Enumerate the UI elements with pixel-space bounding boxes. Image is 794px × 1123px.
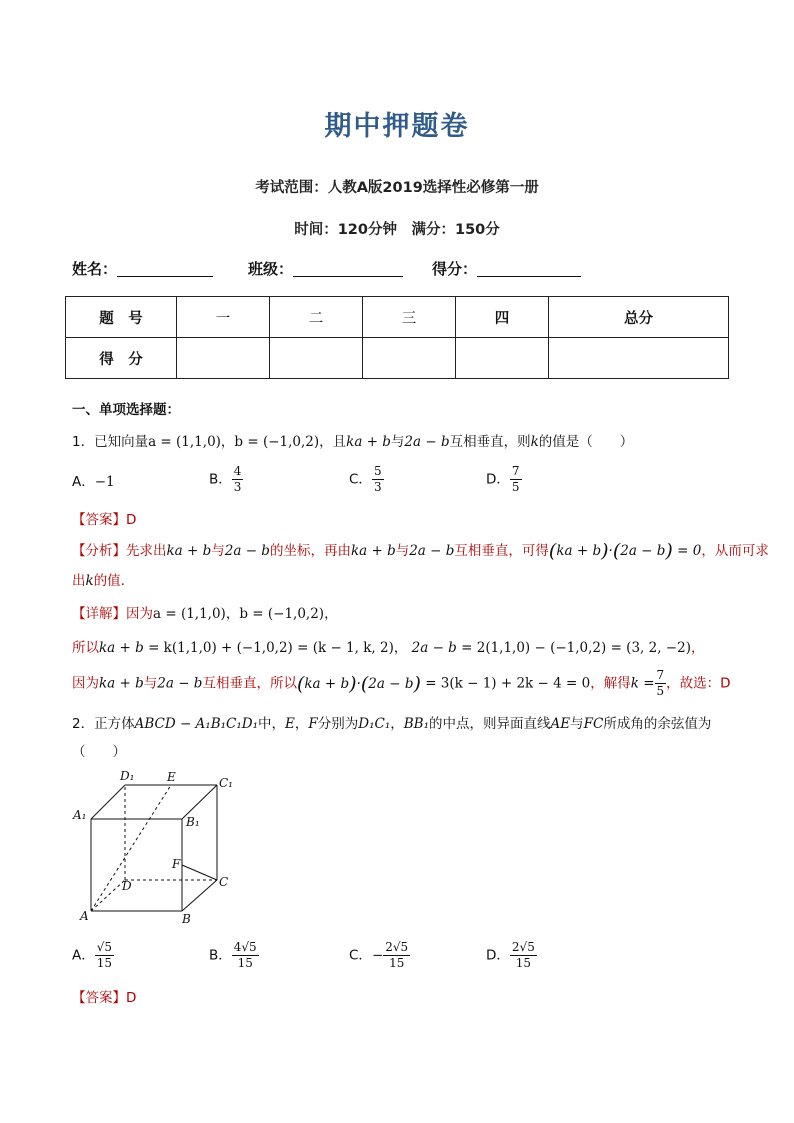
detail-variable: k = xyxy=(630,675,655,692)
q1-answer: 【答案】D xyxy=(72,512,137,528)
class-blank[interactable] xyxy=(293,262,403,277)
fraction-denominator: 3 xyxy=(373,480,382,494)
detail-text: ，解得 xyxy=(590,675,631,692)
detail-text: 互相垂直，所以 xyxy=(202,675,297,692)
option-value: −1 xyxy=(94,474,115,490)
score-table-header: 题 号 xyxy=(66,297,177,338)
q2-answer: 【答案】D xyxy=(72,990,137,1006)
q2-text: 与 xyxy=(570,716,584,732)
label-B1: B₁ xyxy=(186,815,200,829)
q1-vector-a: a = (1,1,0) xyxy=(148,434,221,450)
label-D1: D₁ xyxy=(120,769,135,783)
q1-vector-b: b = (−1,0,2) xyxy=(234,434,320,450)
q2-text: 的中点，则异面直线 xyxy=(429,716,551,732)
analysis-text: 出 xyxy=(72,573,86,589)
option-label: B． xyxy=(209,471,232,488)
q2-text: 所成角的余弦值为 xyxy=(603,716,712,732)
q1-option-c[interactable] xyxy=(349,464,384,495)
score-row-label: 得 分 xyxy=(66,338,177,379)
q2-options xyxy=(72,940,772,976)
q1-detail: 【详解】因为a = (1,1,0)，b = (−1,0,2)， xyxy=(72,606,338,622)
fraction-numerator: √5 xyxy=(96,940,113,954)
page-title: 期中押题卷 xyxy=(324,111,470,142)
q1-option-a[interactable] xyxy=(72,470,115,490)
q2-option-c[interactable] xyxy=(349,940,410,971)
q1-analysis: 【分析】先求出ka + b与2a − b的坐标，再由ka + b与2a − b互相垂直，可得(ka + b)·(2a − b) = 0，从而可求 xyxy=(72,540,769,562)
edge-B1C1 xyxy=(182,785,217,819)
option-label: D． xyxy=(486,947,510,964)
label-B: B xyxy=(182,912,191,926)
label-E: E xyxy=(167,770,176,784)
q1-option-b[interactable] xyxy=(209,464,243,495)
option-label: A． xyxy=(72,947,95,964)
q2-option-d[interactable] xyxy=(486,940,537,971)
name-label: 姓名： xyxy=(72,260,118,278)
analysis-text: 互相垂直，可得 xyxy=(454,543,549,559)
fraction-denominator: 15 xyxy=(237,956,253,970)
detail-tag: 【详解】 xyxy=(72,606,126,622)
label-D: D xyxy=(122,879,132,893)
edge-BC xyxy=(182,880,217,911)
question-1-stem: 1．已知向量a = (1,1,0)，b = (−1,0,2)，且ka + b与2a − b互相垂直，则k的值是（ ） xyxy=(72,434,634,450)
score-cell[interactable] xyxy=(177,338,270,379)
q1-vector-a: a = (1,1,0) xyxy=(153,606,226,622)
label-C1: C₁ xyxy=(219,776,233,790)
score-table-header: 总分 xyxy=(549,297,729,338)
score-cell[interactable] xyxy=(549,338,729,379)
q2-option-a[interactable] xyxy=(72,940,114,971)
fraction-numerator: 5 xyxy=(373,464,382,478)
analysis-text: 的坐标，再由 xyxy=(269,543,351,559)
score-blank[interactable] xyxy=(477,262,581,277)
label-F: F xyxy=(172,857,181,871)
option-label: C． xyxy=(349,947,372,964)
edge-A1D1 xyxy=(91,785,125,819)
q2-text: 分别为 xyxy=(317,716,359,732)
fraction-numerator: 4 xyxy=(233,464,242,478)
detail-text: 因为 xyxy=(126,606,153,622)
score-label: 得分： xyxy=(432,260,478,278)
q1-text: 的值是（ ） xyxy=(538,434,634,450)
q1-detail-line3: 因为ka + b与2a − b互相垂直，所以(ka + b)·(2a − b) = 3(k − 1) + 2k − 4 = 0，解得k = $\frac{7}{5}$ ，故选：D xyxy=(72,668,731,698)
label-A: A xyxy=(80,909,89,923)
q2-paren: （ ） xyxy=(72,744,126,760)
name-blank[interactable] xyxy=(117,262,213,277)
analysis-tag: 【分析】 xyxy=(72,543,126,559)
section-title: 一、单项选择题： xyxy=(72,402,180,418)
analysis-text: 与 xyxy=(211,543,225,559)
class-label: 班级： xyxy=(248,260,294,278)
score-cell[interactable] xyxy=(270,338,363,379)
q2-option-b[interactable] xyxy=(209,940,259,971)
fraction-numerator: 7 xyxy=(656,668,665,682)
q1-text: 互相垂直，则 xyxy=(449,434,531,450)
analysis-text: 先求出 xyxy=(126,543,167,559)
label-A1: A₁ xyxy=(73,808,87,822)
detail-text: 因为 xyxy=(72,675,99,692)
fraction-numerator: 2√5 xyxy=(385,940,409,954)
q2-text: 2．正方体 xyxy=(72,716,135,732)
q1-detail-line2: 所以ka + b = k(1,1,0) + (−1,0,2) = (k − 1, k, 2)， 2a − b = 2(1,1,0) − (−1,0,2) = (3, 2, −2)， xyxy=(72,640,705,656)
option-label: B． xyxy=(209,947,232,964)
score-table-header-row xyxy=(66,297,729,338)
option-label: C． xyxy=(349,471,372,488)
score-table xyxy=(65,296,729,379)
option-label: D． xyxy=(486,471,510,488)
question-2-stem: 2．正方体ABCD − A₁B₁C₁D₁中，E，F分别为D₁C₁，BB₁的中点，则异面直线AE与FC所成角的余弦值为 xyxy=(72,716,712,732)
exam-scope: 考试范围：人教A版2019选择性必修第一册 xyxy=(255,180,539,196)
detail-text: ，故选：D xyxy=(666,675,731,692)
analysis-text: 的值. xyxy=(93,573,125,589)
q1-vector-b: b = (−1,0,2) xyxy=(239,606,325,622)
fraction-numerator: 4√5 xyxy=(233,940,257,954)
score-field[interactable] xyxy=(432,258,581,279)
option-sign: − xyxy=(371,947,384,964)
detail-text: 所以 xyxy=(72,640,99,656)
q1-options xyxy=(72,464,772,500)
fraction-denominator: 5 xyxy=(511,480,520,494)
fraction-numerator: 2√5 xyxy=(511,940,535,954)
fraction-denominator: 15 xyxy=(96,956,113,970)
exam-time: 时间：120分钟 满分：150分 xyxy=(294,222,500,238)
detail-calculation: = k(1,1,0) + (−1,0,2) = (k − 1, k, 2) xyxy=(148,640,394,656)
q1-analysis-cont: 出k的值. xyxy=(72,573,125,589)
detail-calculation: = 3(k − 1) + 2k − 4 = 0 xyxy=(425,675,591,692)
class-field[interactable] xyxy=(248,258,403,279)
name-field[interactable] xyxy=(72,258,213,279)
score-table-score-row xyxy=(66,338,729,379)
fraction-numerator: 7 xyxy=(511,464,520,478)
score-table-header: 二 xyxy=(270,297,363,338)
fraction-denominator: 5 xyxy=(656,684,665,698)
fraction-denominator: 3 xyxy=(233,480,242,494)
score-table-header: 三 xyxy=(363,297,456,338)
score-table-header: 一 xyxy=(177,297,270,338)
q1-option-d[interactable] xyxy=(486,464,522,495)
analysis-text: 与 xyxy=(395,543,410,559)
q2-cube-name: ABCD − A₁B₁C₁D₁ xyxy=(134,716,259,732)
score-cell[interactable] xyxy=(456,338,549,379)
fraction-denominator: 15 xyxy=(515,956,531,970)
detail-calculation: = 2(1,1,0) − (−1,0,2) = (3, 2, −2) xyxy=(461,640,691,656)
fraction-denominator: 15 xyxy=(389,956,405,970)
score-cell[interactable] xyxy=(363,338,456,379)
score-table-header: 四 xyxy=(456,297,549,338)
label-C: C xyxy=(219,875,229,889)
option-label: A． xyxy=(72,474,95,490)
analysis-text: ，从而可求 xyxy=(701,543,769,559)
q1-text: 1．已知向量 xyxy=(72,434,149,450)
segment-FC xyxy=(182,865,217,880)
q1-text: 与 xyxy=(390,434,405,450)
q2-text: 中， xyxy=(258,716,286,732)
cube-figure xyxy=(70,768,240,928)
q1-text: ，且 xyxy=(319,434,347,450)
